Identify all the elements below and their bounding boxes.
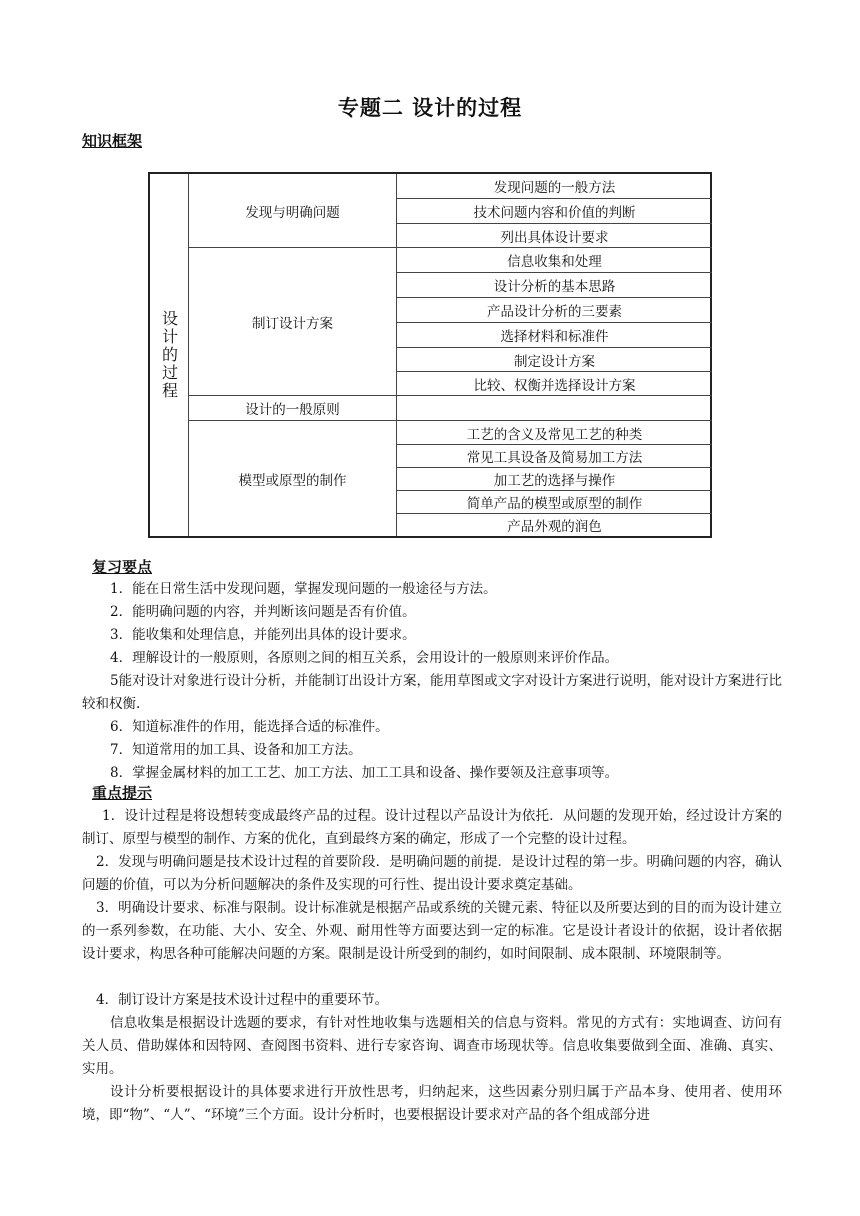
group-item: 简单产品的模型或原型的制作 <box>466 496 643 512</box>
group-item: 产品外观的润色 <box>507 519 602 535</box>
group-item: 比较、权衡并选择设计方案 <box>473 377 636 394</box>
review-item: 2．能明确问题的内容，并判断该问题是否有价值。 <box>110 604 416 620</box>
group-name-problem: 发现与明确问题 <box>245 204 340 221</box>
group-item: 设计分析的基本思路 <box>493 279 616 295</box>
tip-paragraph: 1．设计过程是将设想转变成最终产品的过程。设计过程以产品设计为依托．从问题的发现开始，经过设计方案的制订、原型与模型的制作、方案的优化，直到最终方案的确定，形成了一个完整的设计过程。 <box>82 808 782 847</box>
tip-paragraph: 3．明确设计要求、标准与限制。设计标准就是根据产品或系统的关键元素、特征以及所要达到的目的而为设计建立的一系列参数，在功能、大小、安全、外观、耐用性等方面要达到一定的标准。它是设计者设计的依据，设计者依据设计要求，构思各种可能解决问题的方案。限制是设计所受到的制约，如时间限制、成本限制、环境限制等。 <box>82 900 782 962</box>
review-item: 6．知道标准件的作用，能选择合适的标准件。 <box>110 719 389 735</box>
group-item: 信息收集和处理 <box>507 254 602 270</box>
tip-paragraph: 设计分析要根据设计的具体要求进行开放性思考，归纳起来，这些因素分别归属于产品本身、使用者、使用环境，即“物”、“人”、“环境”三个方面。设计分析时，也要根据设计要求对产品的各个组成部分进 <box>82 1084 782 1123</box>
group-item: 发现问题的一般方法 <box>493 180 616 196</box>
group-name-plan: 制订设计方案 <box>252 315 333 332</box>
group-name-principles: 设计的一般原则 <box>245 402 340 418</box>
group-item-empty <box>397 396 712 420</box>
group-item: 列出具体设计要求 <box>500 229 609 246</box>
group-item: 加工艺的选择与操作 <box>493 473 616 489</box>
review-item: 7．知道常用的加工具、设备和加工方法。 <box>110 742 362 758</box>
group-item: 选择材料和标准件 <box>500 329 609 345</box>
review-item: 8．掌握金属材料的加工工艺、加工方法、加工工具和设备、操作要领及注意事项等。 <box>110 765 619 781</box>
review-heading: 复习要点 <box>92 558 153 576</box>
review-item: 1．能在日常生活中发现问题，掌握发现问题的一般途径与方法。 <box>110 581 497 597</box>
page-title: 专题二 设计的过程 <box>337 96 523 120</box>
group-item: 技术问题内容和价值的判断 <box>473 205 636 221</box>
framework-heading: 知识框架 <box>82 132 143 150</box>
review-item: 5能对设计对象进行设计分析，并能制订出设计方案，能用草图或文字对设计方案进行说明，能对设计方案进行比较和权衡. <box>82 673 782 712</box>
tip-paragraph: 4．制订设计方案是技术设计过程中的重要环节。 <box>96 992 389 1008</box>
framework-vertical-title: 设计的过程 <box>159 310 179 400</box>
knowledge-framework-table <box>148 172 712 538</box>
review-item: 4．理解设计的一般原则，各原则之间的相互关系，会用设计的一般原则来评价作品。 <box>110 650 619 666</box>
group-name-model: 模型或原型的制作 <box>238 472 347 489</box>
group-item: 常见工具设备及简易加工方法 <box>466 450 643 466</box>
group-item: 工艺的含义及常见工艺的种类 <box>466 426 643 443</box>
tip-paragraph: 2．发现与明确问题是技术设计过程的首要阶段．是明确问题的前提．是设计过程的第一步。明确问题的内容，确认问题的价值，可以为分析问题解决的条件及实现的可行性、提出设计要求奠定基础。 <box>82 854 782 893</box>
tips-heading: 重点提示 <box>92 784 153 802</box>
group-item: 制定设计方案 <box>514 353 595 370</box>
tip-paragraph: 信息收集是根据设计选题的要求，有针对性地收集与选题相关的信息与资料。常见的方式有：实地调查、访问有关人员、借助媒体和因特网、查阅图书资料、进行专家咨询、调查市场现状等。信息收集要做到全面、准确、真实、实用。 <box>82 1015 782 1077</box>
group-item: 产品设计分析的三要素 <box>487 304 622 320</box>
review-item: 3．能收集和处理信息，并能列出具体的设计要求。 <box>110 627 416 643</box>
